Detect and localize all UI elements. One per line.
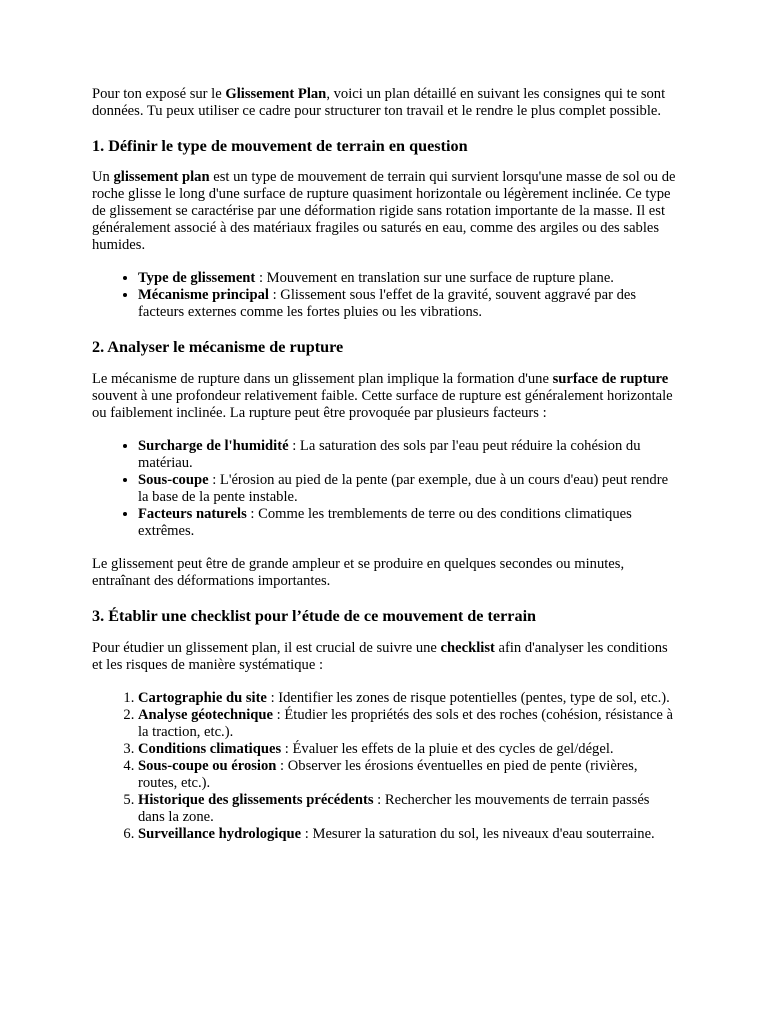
bullet-text: : Comme les tremblements de terre ou des conditions climatiques extrêmes. bbox=[138, 506, 632, 539]
bullet-term: Sous-coupe bbox=[138, 472, 209, 488]
section2-paragraph bbox=[92, 371, 678, 422]
list-item bbox=[138, 792, 678, 826]
list-item bbox=[138, 506, 678, 540]
section2-closing-paragraph: Le glissement peut être de grande ampleur et se produire en quelques secondes ou minutes, entraînant des déformations importantes. bbox=[92, 556, 625, 589]
checklist-term: Analyse géotechnique bbox=[138, 707, 273, 723]
checklist-text: : Étudier les propriétés des sols et des roches (cohésion, résistance à la traction, etc.). bbox=[138, 707, 673, 740]
bullet-term: Type de glissement bbox=[138, 270, 256, 286]
section3-heading: 3. Établir une checklist pour l’étude de ce mouvement de terrain bbox=[92, 607, 537, 625]
intro-text-before: Pour ton exposé sur le bbox=[92, 86, 226, 102]
section3-para-after: afin d'analyser les conditions et les risques de manière systématique : bbox=[92, 640, 668, 673]
checklist-term: Cartographie du site bbox=[138, 690, 267, 706]
checklist-term: Surveillance hydrologique bbox=[138, 826, 302, 842]
section2-para-after: souvent à une profondeur relativement faible. Cette surface de rupture est généralement horizontale ou faiblement inclinée. La rupture peut être provoquée par plusieurs facteurs : bbox=[92, 388, 673, 421]
section2-bullet-list bbox=[92, 438, 678, 540]
section1-para-before: Un bbox=[92, 169, 114, 185]
checklist-term: Historique des glissements précédents bbox=[138, 792, 374, 808]
bullet-text: : La saturation des sols par l'eau peut réduire la cohésion du matériau. bbox=[138, 438, 641, 471]
list-item bbox=[138, 690, 678, 707]
checklist-text: : Évaluer les effets de la pluie et des cycles de gel/dégel. bbox=[281, 741, 614, 757]
section3-bold-term: checklist bbox=[440, 640, 495, 656]
checklist-text: : Observer les érosions éventuelles en pied de pente (rivières, routes, etc.). bbox=[138, 758, 638, 791]
checklist-term: Sous-coupe ou érosion bbox=[138, 758, 277, 774]
list-item bbox=[138, 438, 678, 472]
list-item bbox=[138, 287, 678, 321]
intro-text-after: , voici un plan détaillé en suivant les consignes qui te sont données. Tu peux utiliser ce cadre pour structurer ton travail et le rendre le plus complet possible. bbox=[92, 86, 666, 119]
checklist-term: Conditions climatiques bbox=[138, 741, 282, 757]
bullet-text: : L'érosion au pied de la pente (par exemple, due à un cours d'eau) peut rendre la base de la pente instable. bbox=[138, 472, 669, 505]
section1-bullet-list bbox=[92, 270, 678, 321]
list-item bbox=[138, 707, 678, 741]
section1-paragraph bbox=[92, 169, 678, 254]
section2-heading: 2. Analyser le mécanisme de rupture bbox=[92, 338, 344, 356]
section1-bold-term: glissement plan bbox=[113, 169, 210, 185]
list-item bbox=[138, 270, 678, 287]
bullet-term: Surcharge de l'humidité bbox=[138, 438, 289, 454]
bullet-term: Mécanisme principal bbox=[138, 287, 269, 303]
checklist-text: : Identifier les zones de risque potentielles (pentes, type de sol, etc.). bbox=[266, 690, 670, 706]
section3-checklist bbox=[92, 690, 678, 843]
bullet-text: : Glissement sous l'effet de la gravité, souvent aggravé par des facteurs externes comme les fortes pluies ou les vibrations. bbox=[138, 287, 637, 320]
list-item bbox=[138, 472, 678, 506]
checklist-text: : Mesurer la saturation du sol, les niveaux d'eau souterraine. bbox=[301, 826, 655, 842]
intro-paragraph bbox=[92, 86, 678, 120]
section3-paragraph bbox=[92, 640, 678, 674]
intro-bold-term: Glissement Plan bbox=[225, 86, 327, 102]
section1-heading: 1. Définir le type de mouvement de terrain en question bbox=[92, 137, 468, 155]
list-item bbox=[138, 826, 678, 843]
bullet-text: : Mouvement en translation sur une surface de rupture plane. bbox=[255, 270, 614, 286]
list-item bbox=[138, 741, 678, 758]
section3-para-before: Pour étudier un glissement plan, il est crucial de suivre une bbox=[92, 640, 441, 656]
section2-para-before: Le mécanisme de rupture dans un glissement plan implique la formation d'une bbox=[92, 371, 553, 387]
list-item bbox=[138, 758, 678, 792]
section1-para-after: est un type de mouvement de terrain qui survient lorsqu'une masse de sol ou de roche glisse le long d'une surface de rupture quasiment horizontale ou légèrement inclinée. Ce type de glissement se caractérise par une déformation rigide sans rotation importante de la masse. Il est généralement associé à des matériaux fragiles ou saturés en eau, comme des argiles ou des sables humides. bbox=[92, 169, 676, 253]
bullet-term: Facteurs naturels bbox=[138, 506, 247, 522]
section2-bold-term: surface de rupture bbox=[552, 371, 669, 387]
checklist-text: : Rechercher les mouvements de terrain passés dans la zone. bbox=[138, 792, 650, 825]
